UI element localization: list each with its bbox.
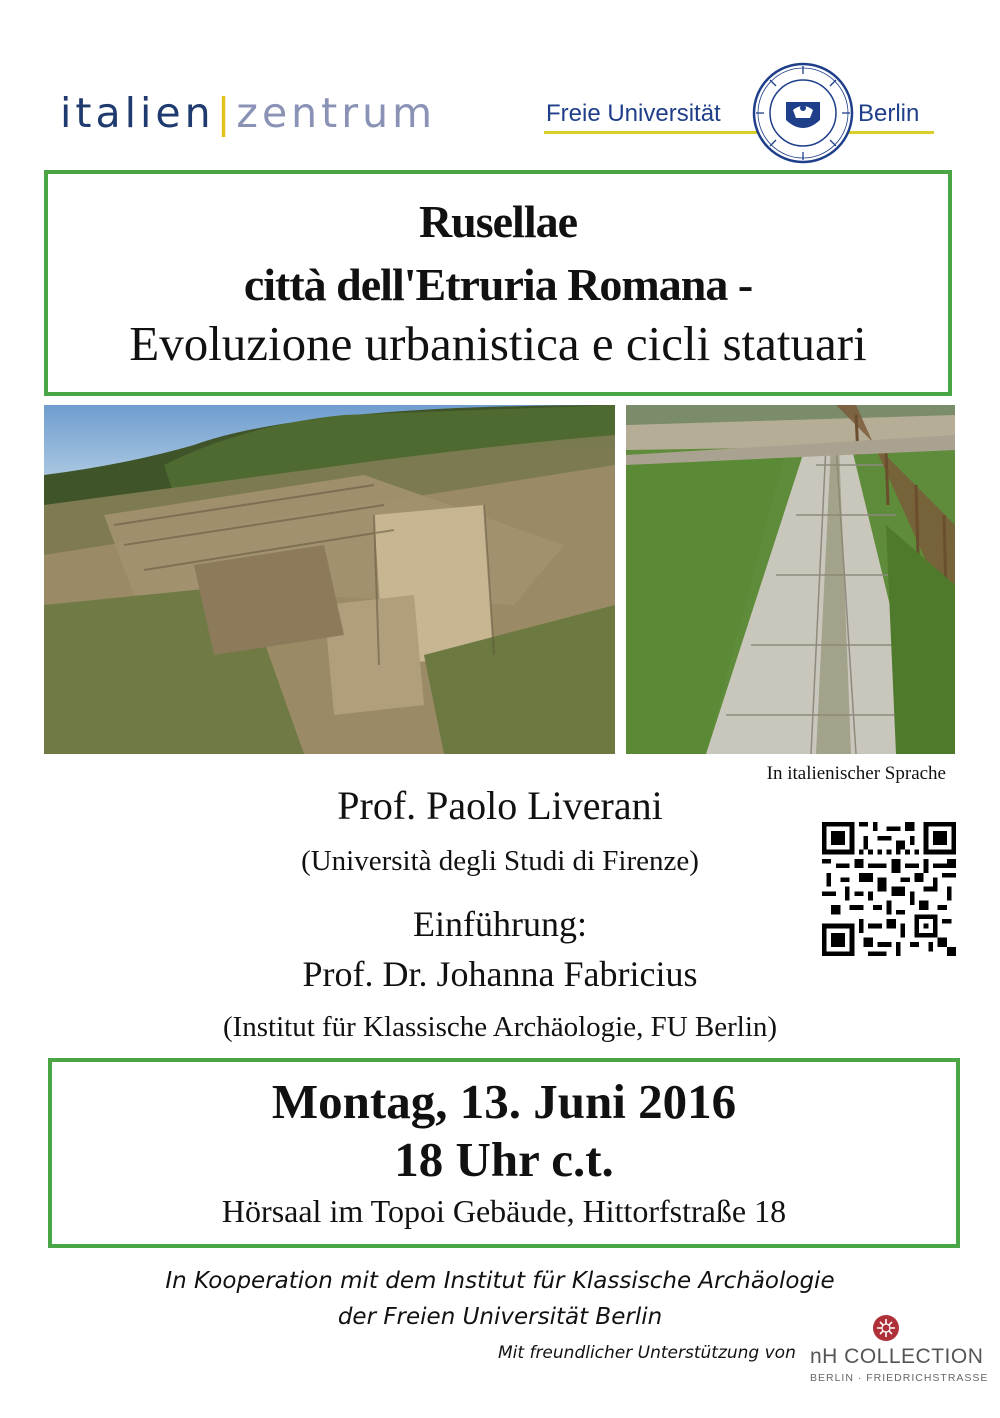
title-line-3: Evoluzione urbanistica e cicli statuari bbox=[129, 316, 867, 371]
language-note: In italienischer Sprache bbox=[766, 763, 946, 784]
fu-name-left: Freie Universität bbox=[546, 100, 721, 127]
fu-underline bbox=[544, 131, 934, 134]
fu-name-right: Berlin bbox=[858, 100, 920, 127]
event-location: Hörsaal im Topoi Gebäude, Hittorfstraße 18 bbox=[221, 1193, 787, 1229]
cooperation-line-1: In Kooperation mit dem Institut für Klassische Archäologie bbox=[165, 1268, 835, 1294]
title-line-1: Rusellae bbox=[418, 196, 578, 247]
event-time: 18 Uhr c.t. bbox=[394, 1132, 614, 1187]
cooperation-line-2: der Freien Universität Berlin bbox=[337, 1304, 663, 1330]
nh-emblem-icon bbox=[872, 1314, 900, 1342]
qr-code-icon[interactable] bbox=[822, 822, 956, 956]
fu-seal-icon bbox=[752, 62, 854, 164]
introduction-label: Einführung: bbox=[413, 904, 587, 944]
title-box bbox=[44, 170, 952, 396]
event-date: Montag, 13. Juni 2016 bbox=[271, 1074, 737, 1129]
introduction-name: Prof. Dr. Johanna Fabricius bbox=[302, 954, 698, 994]
sponsor-logo: nH COLLECTION bbox=[810, 1345, 984, 1368]
speaker-name: Prof. Paolo Liverani bbox=[337, 783, 663, 828]
excavation-photo bbox=[44, 405, 615, 754]
support-text: Mit freundlicher Unterstützung von bbox=[498, 1343, 796, 1363]
zentrum-word: zentrum bbox=[236, 89, 437, 137]
italien-word: italien bbox=[60, 89, 215, 137]
logo-separator: | bbox=[216, 89, 235, 137]
speaker-affiliation: (Università degli Studi di Firenze) bbox=[301, 845, 699, 877]
roman-road-photo bbox=[626, 405, 955, 754]
italienzentrum-logo bbox=[60, 88, 436, 138]
introduction-affiliation: (Institut für Klassische Archäologie, FU Berlin) bbox=[222, 1011, 778, 1043]
sponsor-subtitle: BERLIN · FRIEDRICHSTRASSE bbox=[810, 1372, 989, 1384]
event-box bbox=[48, 1058, 960, 1248]
title-line-2: città dell'Etruria Romana - bbox=[243, 259, 753, 310]
